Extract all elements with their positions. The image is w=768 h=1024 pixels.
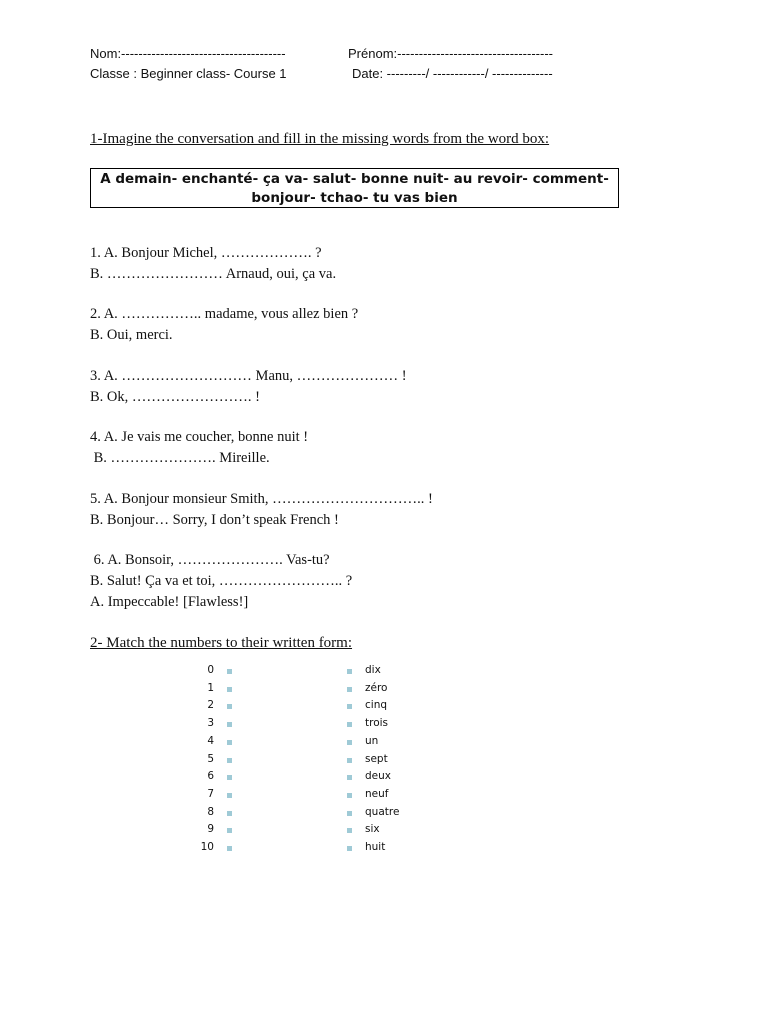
word-match-dot[interactable] — [347, 722, 352, 727]
exercise-1-title: 1-Imagine the conversation and fill in the missing words from the word box: — [90, 131, 550, 147]
number-match-dot[interactable] — [227, 740, 232, 745]
number-item: 8 — [207, 805, 214, 818]
word-match-dot[interactable] — [347, 704, 352, 709]
number-item: 4 — [207, 734, 214, 747]
word-box-line-1: A demain- enchanté- ça va- salut- bonne nuit- au revoir- comment- — [100, 171, 609, 187]
number-word-item: trois — [365, 717, 389, 730]
number-match-dot[interactable] — [227, 687, 232, 692]
date-field[interactable]: Date: ---------/ ------------/ -------------- — [352, 66, 553, 81]
number-item: 5 — [207, 752, 214, 765]
dialogue-line: 3. A. ……………………… Manu, ………………… ! — [90, 368, 407, 384]
number-match-dot[interactable] — [227, 828, 232, 833]
nom-field[interactable]: Nom:-------------------------------------- — [90, 46, 286, 61]
dialogue-line: B. Oui, merci. — [90, 327, 173, 343]
word-box — [90, 168, 619, 208]
number-item: 3 — [207, 717, 214, 730]
number-match-dot[interactable] — [227, 758, 232, 763]
number-word-item: dix — [365, 664, 381, 676]
dialogue-line: A. Impeccable! [Flawless!] — [90, 594, 249, 610]
number-word-item: neuf — [365, 787, 389, 800]
exercise-2-title: 2- Match the numbers to their written form: — [90, 635, 353, 651]
word-match-dot[interactable] — [347, 775, 352, 780]
dialogue-line: B. Bonjour… Sorry, I don’t speak French ! — [90, 512, 339, 528]
number-match-dot[interactable] — [227, 669, 232, 674]
word-match-dot[interactable] — [347, 758, 352, 763]
number-word-item: deux — [365, 770, 391, 783]
dialogue-line: 1. A. Bonjour Michel, ………………. ? — [90, 245, 322, 261]
number-word-item: huit — [365, 841, 386, 853]
number-match-dot[interactable] — [227, 811, 232, 816]
number-item: 0 — [207, 664, 214, 676]
dialogue-line: B. Ok, ……………………. ! — [90, 389, 260, 405]
dialogue-line: 4. A. Je vais me coucher, bonne nuit ! — [90, 429, 309, 445]
number-item: 1 — [207, 681, 214, 694]
number-match-dot[interactable] — [227, 846, 232, 851]
dialogue-line: 2. A. …………….. madame, vous allez bien ? — [90, 306, 359, 322]
dialogue-line: B. …………………. Mireille. — [90, 450, 270, 466]
number-item: 6 — [207, 770, 214, 783]
word-match-dot[interactable] — [347, 669, 352, 674]
number-item: 10 — [200, 841, 214, 853]
word-match-dot[interactable] — [347, 828, 352, 833]
number-word-item: un — [365, 734, 379, 747]
number-word-item: six — [365, 823, 380, 836]
prenom-field[interactable]: Prénom:------------------------------------ — [348, 46, 553, 61]
word-match-dot[interactable] — [347, 687, 352, 692]
number-item: 9 — [207, 823, 214, 836]
word-match-dot[interactable] — [347, 793, 352, 798]
number-match-dot[interactable] — [227, 793, 232, 798]
word-match-dot[interactable] — [347, 811, 352, 816]
number-match-dot[interactable] — [227, 704, 232, 709]
number-word-item: zéro — [365, 681, 388, 694]
word-match-dot[interactable] — [347, 846, 352, 851]
number-match-dot[interactable] — [227, 722, 232, 727]
number-word-item: sept — [365, 752, 388, 765]
number-item: 7 — [207, 787, 214, 800]
number-item: 2 — [207, 699, 214, 712]
dialogue-line: B. Salut! Ça va et toi, …………………….. ? — [90, 573, 353, 589]
class-label: Classe : Beginner class- Course 1 — [90, 66, 287, 81]
word-box-line-2: bonjour- tchao- tu vas bien — [251, 190, 458, 206]
dialogue-line: 5. A. Bonjour monsieur Smith, ………………………….. ! — [90, 491, 433, 507]
number-word-item: cinq — [365, 699, 388, 712]
number-match-dot[interactable] — [227, 775, 232, 780]
dialogue-line: B. …………………… Arnaud, oui, ça va. — [90, 266, 337, 282]
number-word-item: quatre — [365, 805, 400, 818]
word-match-dot[interactable] — [347, 740, 352, 745]
dialogue-line: 6. A. Bonsoir, …………………. Vas-tu? — [90, 552, 330, 568]
